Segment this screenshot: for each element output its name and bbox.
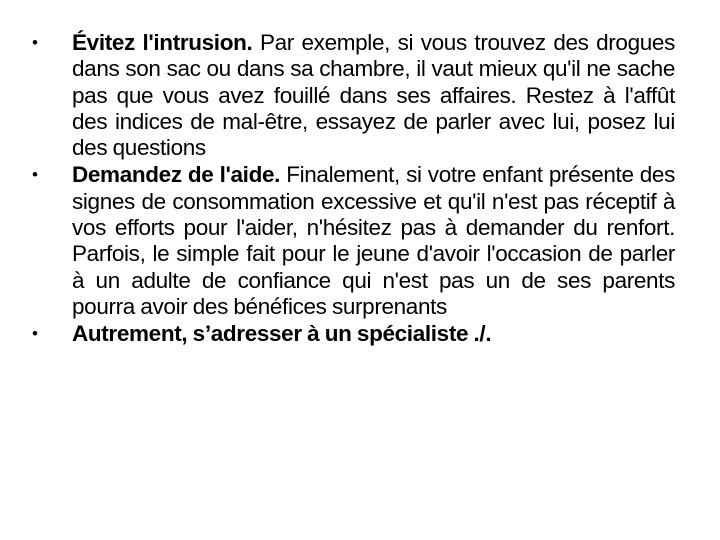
item-lead: Évitez l'intrusion. bbox=[72, 30, 253, 55]
item-text: Finalement, si votre enfant présente des signes de consommation excessive et qu'il n'est pas réceptif à vos efforts pour l'aider, n'hésitez pas à demander du renfort. Parfois, le simple fait pour le jeune d'avoir l'occasion de parler à un adulte de confiance qui n'est pas un de ses parents pourra avoir des bénéfices surprenants bbox=[72, 162, 675, 319]
bullet-dot-icon: • bbox=[32, 33, 38, 52]
bullet-dot-icon: • bbox=[32, 165, 38, 185]
bullet-item-avoid-intrusion bbox=[30, 30, 675, 161]
item-text: Par exemple, si vous trouvez des drogues dans son sac ou dans sa chambre, il vaut mieux qu'il ne sache pas que vous avez fouillé dans ses affaires. Restez à l'affût des indices de mal-être, essayez de parler avec lui, posez lui des questions bbox=[72, 30, 675, 161]
item-text: Autrement, s’adresser à un spécialiste ./. bbox=[72, 321, 492, 347]
bullet-dot-icon: • bbox=[32, 324, 38, 344]
bullet-item-ask-for-help bbox=[30, 162, 675, 320]
bullet-list bbox=[30, 30, 675, 348]
item-lead: Demandez de l'aide. bbox=[72, 162, 281, 188]
bullet-item-specialist bbox=[30, 321, 675, 347]
